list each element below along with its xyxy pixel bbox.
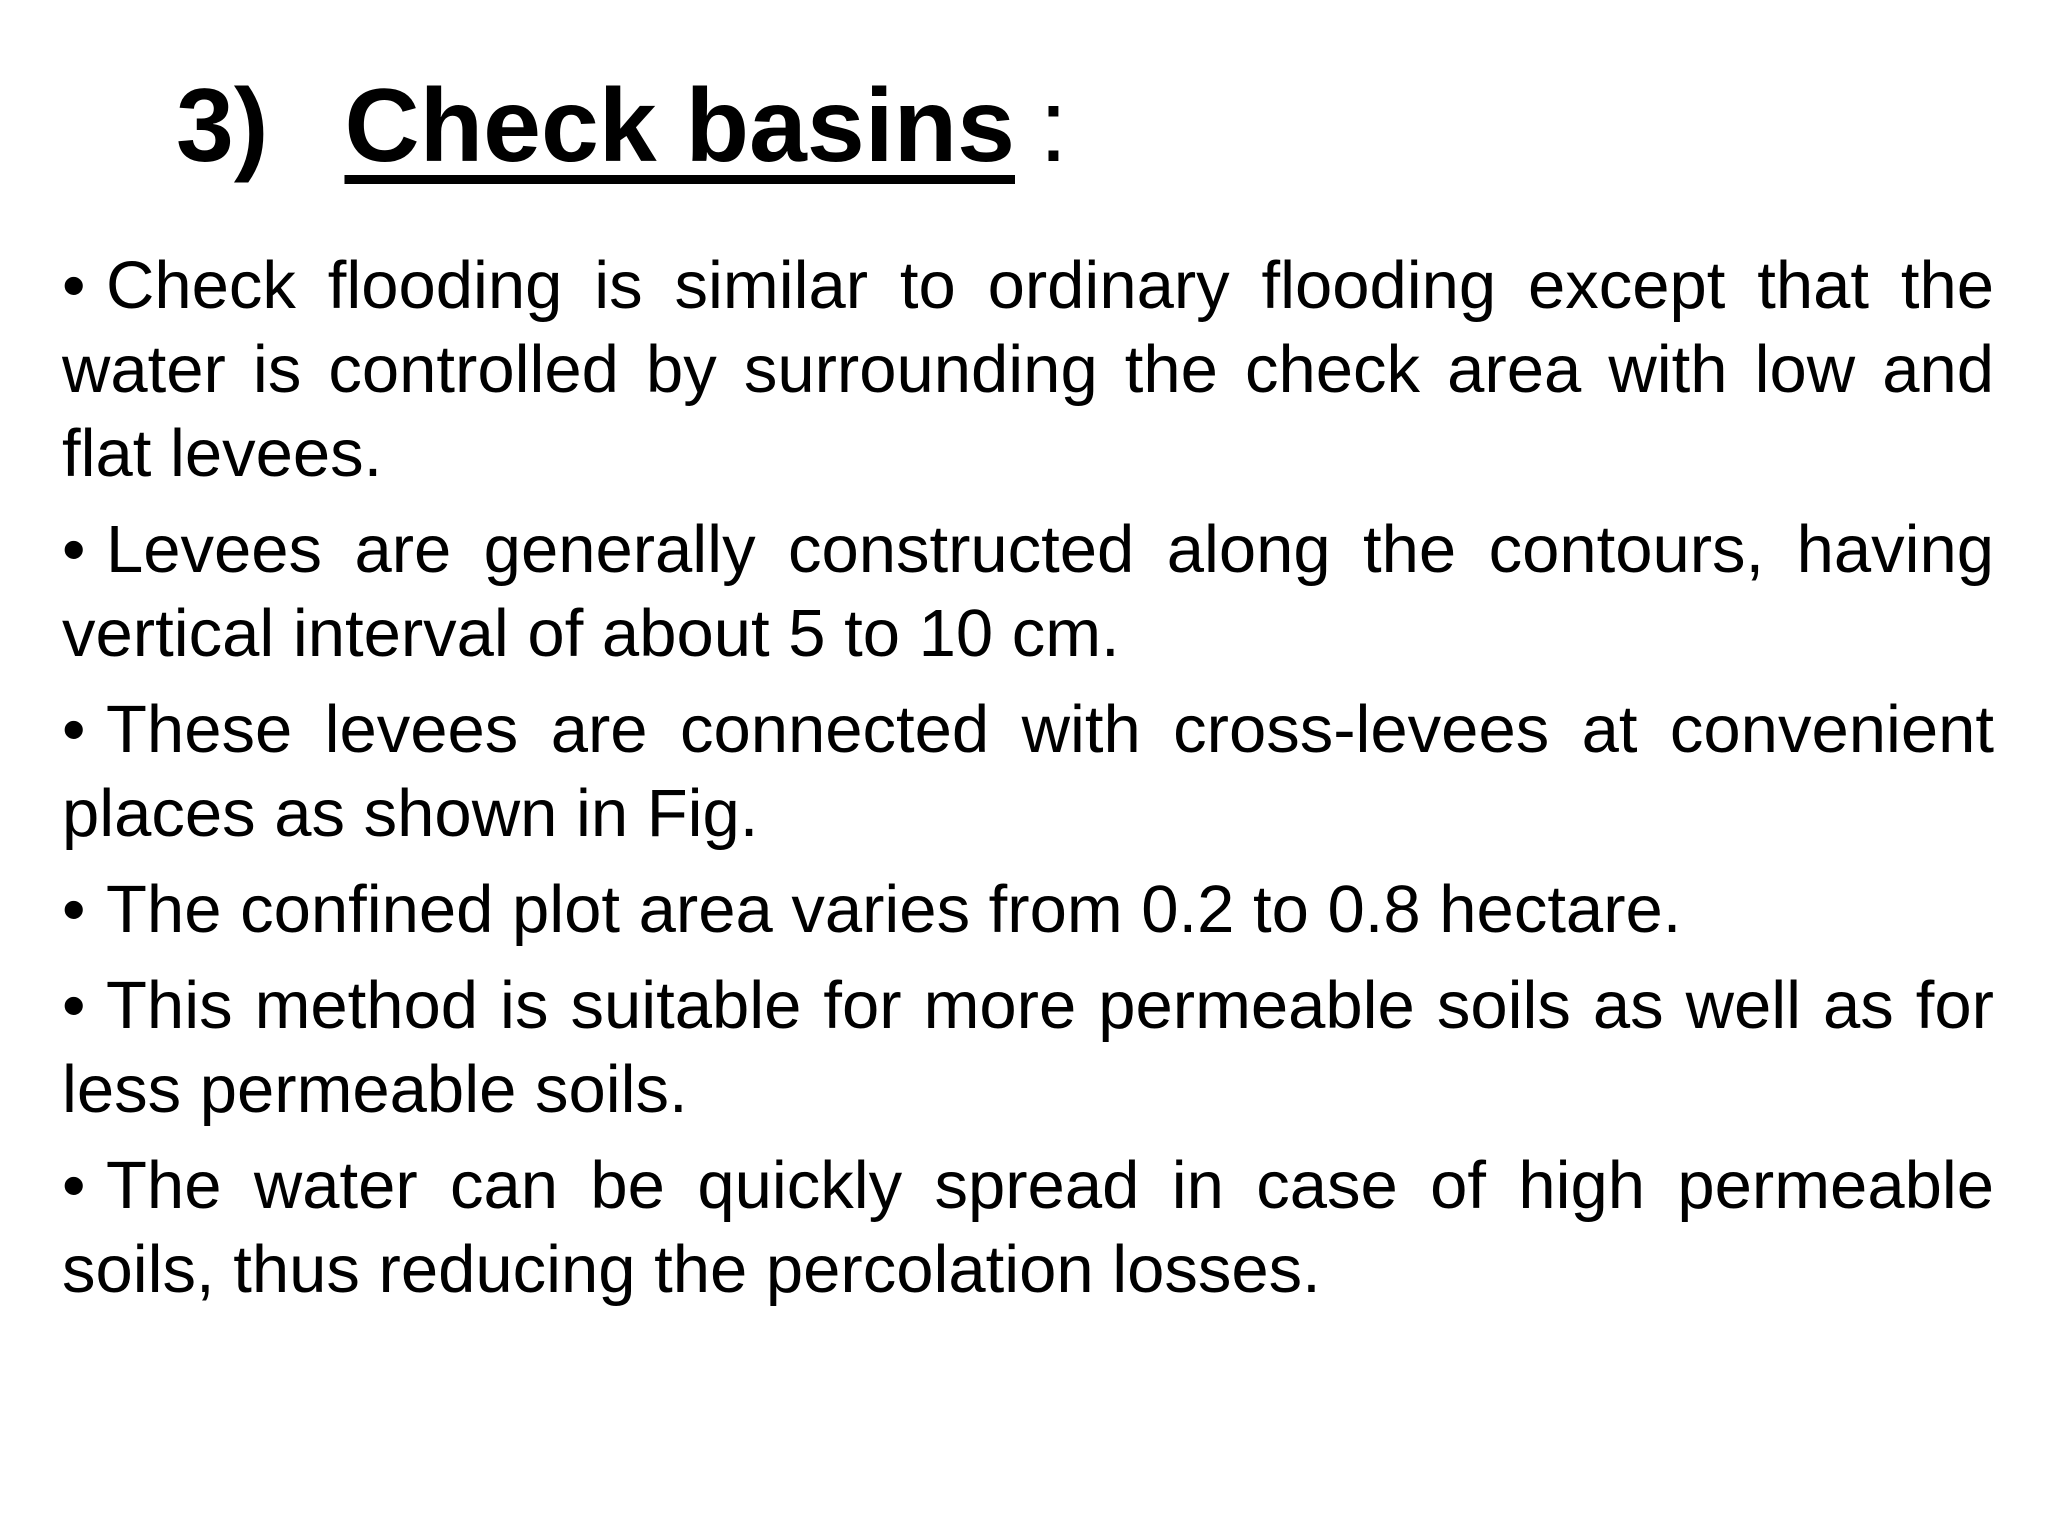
bullet-item <box>62 868 1994 952</box>
bullet-item <box>62 688 1994 856</box>
bullet-marker: • <box>62 512 86 587</box>
bullet-marker: • <box>62 692 86 767</box>
bullet-marker: • <box>62 968 86 1043</box>
bullet-text: Levees are generally constructed along the contours, having vertical interval of about 5 to 10 cm. <box>62 512 1994 671</box>
bullet-list <box>62 244 1994 1324</box>
bullet-text: Check flooding is similar to ordinary flooding except that the water is controlled by surrounding the check area with low and flat levees. <box>62 248 1994 491</box>
bullet-text: This method is suitable for more permeable soils as well as for less permeable soils. <box>62 968 1994 1127</box>
bullet-item <box>62 1144 1994 1312</box>
bullet-text: These levees are connected with cross-levees at convenient places as shown in Fig. <box>62 692 1994 851</box>
slide-title <box>176 56 1068 196</box>
title-colon: : <box>1039 68 1068 184</box>
bullet-item <box>62 244 1994 496</box>
bullet-marker: • <box>62 1148 86 1223</box>
bullet-item <box>62 964 1994 1132</box>
bullet-marker: • <box>62 872 86 947</box>
title-number: 3) <box>176 68 269 184</box>
bullet-text: The water can be quickly spread in case of high permeable soils, thus reducing the percolation losses. <box>62 1148 1994 1307</box>
bullet-item <box>62 508 1994 676</box>
bullet-text: The confined plot area varies from 0.2 to 0.8 hectare. <box>106 872 1682 947</box>
title-text: Check basins <box>344 68 1015 184</box>
bullet-marker: • <box>62 248 86 323</box>
